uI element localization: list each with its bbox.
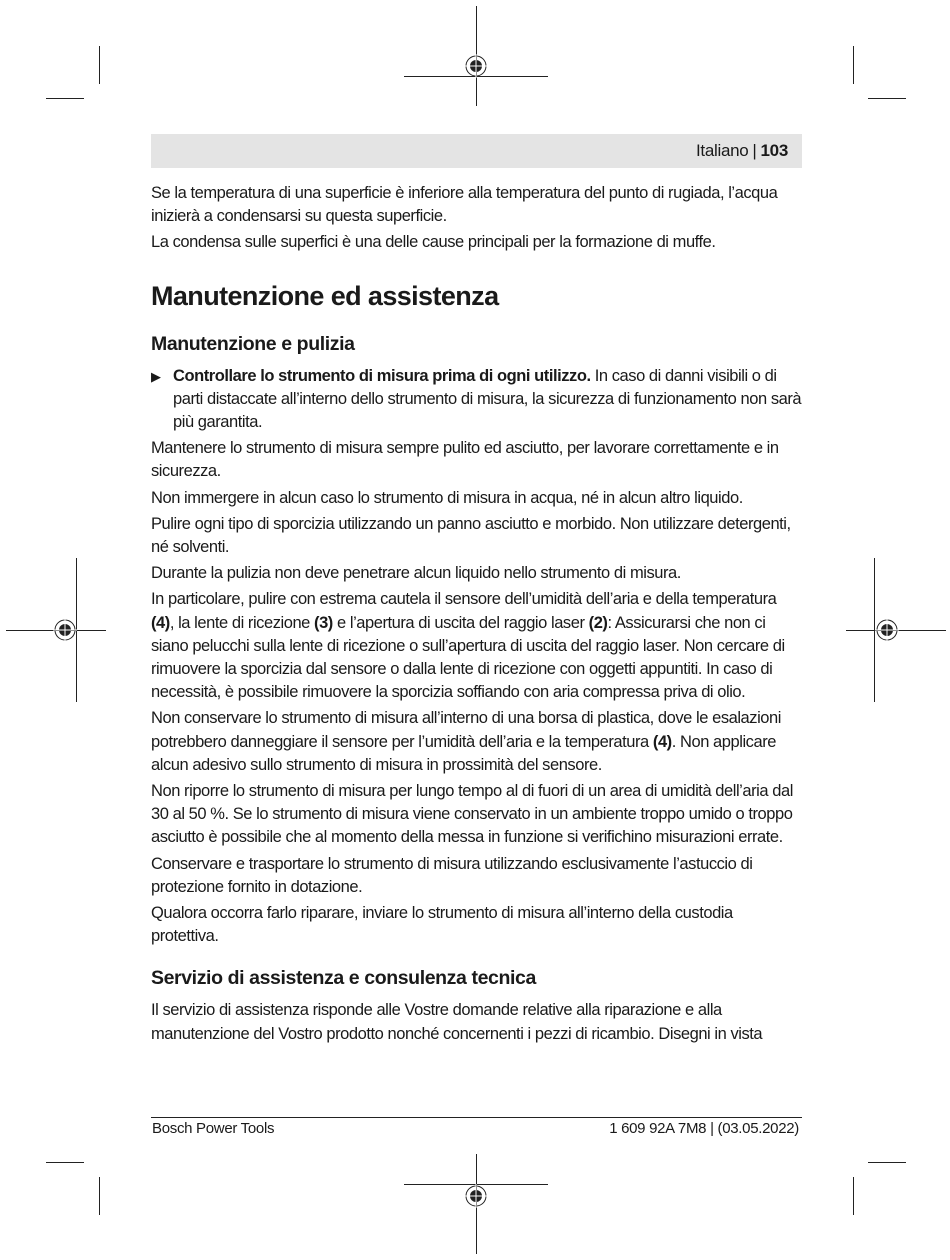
reference-number: (4) xyxy=(652,732,672,751)
text-run: : Assicurarsi che non ci siano pelucchi sulla lente di ricezione o sull’apertura di uscita del raggio laser. Non cercare di rimuovere la sporcizia dal sensore o dalla lente di ricezione con oggetti appuntiti. In caso di necessità, è possibile rimuovere la sporcizia soffiando con aria compressa priva di olio. xyxy=(151,613,785,702)
bullet-text: In caso di danni visibili o di parti distaccate all’interno dello strumento di misura, la sicurezza di funzionamento non sarà più garantita. xyxy=(173,366,802,432)
body-paragraph: Qualora occorra farlo riparare, inviare lo strumento di misura all’interno della custodia protettiva. xyxy=(151,904,733,946)
body-paragraph: Mantenere lo strumento di misura sempre pulito ed asciutto, per lavorare correttamente e in sicurezza. xyxy=(151,439,779,481)
body-paragraph xyxy=(151,588,802,704)
page-header xyxy=(151,134,802,168)
text-run: In particolare, pulire con estrema cautela il sensore dell’umidità dell’aria e della temperatura xyxy=(151,590,777,609)
body-paragraph: Non immergere in alcun caso lo strumento di misura in acqua, né in alcun altro liquido. xyxy=(151,488,743,507)
registration-mark-icon xyxy=(53,618,77,642)
registration-mark-icon xyxy=(464,54,488,78)
reference-number: (2) xyxy=(588,613,608,632)
text-run: Non conservare lo strumento di misura all’interno di una borsa di plastica, dove le esalazioni potrebbero danneggiare il sensore per l’umidità dell’aria e la temperatura xyxy=(151,709,781,751)
text-run: , la lente di ricezione xyxy=(169,613,315,632)
footer-doc-number: 1 609 92A 7M8 | (03.05.2022) xyxy=(609,1120,799,1137)
intro-paragraph: La condensa sulle superfici è una delle cause principali per la formazione di muffe. xyxy=(151,233,716,252)
body-paragraph: Non riporre lo strumento di misura per lungo tempo al di fuori di un area di umidità dell’aria dal 30 al 50 %. Se lo strumento di misura viene conservato in un ambiente troppo umido o troppo asciutto è possibile che al momento della messa in funzione si verifichino misurazioni errate. xyxy=(151,782,793,847)
bullet-bold-text: Controllare lo strumento di misura prima di ogni utilizzo. xyxy=(173,366,591,385)
crop-mark xyxy=(868,1162,906,1163)
crop-mark xyxy=(853,1177,854,1215)
intro-paragraph: Se la temperatura di una superficie è inferiore alla temperatura del punto di rugiada, l’acqua inizierà a condensarsi su questa superficie. xyxy=(151,184,778,226)
crop-mark xyxy=(46,1162,84,1163)
text-run: e l’apertura di uscita del raggio laser xyxy=(332,613,589,632)
subsection-title: Servizio di assistenza e consulenza tecnica xyxy=(151,967,536,990)
footer-brand: Bosch Power Tools xyxy=(152,1120,275,1137)
registration-mark-icon xyxy=(875,618,899,642)
subsection-title: Manutenzione e pulizia xyxy=(151,332,355,355)
crop-mark xyxy=(46,98,84,99)
body-paragraph: Durante la pulizia non deve penetrare alcun liquido nello strumento di misura. xyxy=(151,564,681,583)
section-title: Manutenzione ed assistenza xyxy=(151,280,499,311)
body-paragraph xyxy=(151,707,802,777)
reference-number: (4) xyxy=(151,613,170,632)
page-number: 103 xyxy=(760,141,788,160)
bullet-item xyxy=(151,365,802,435)
crop-mark xyxy=(868,98,906,99)
crop-mark xyxy=(853,46,854,84)
reference-number: (3) xyxy=(314,613,333,632)
body-paragraph: Conservare e trasportare lo strumento di misura utilizzando esclusivamente l’astuccio di protezione fornito in dotazione. xyxy=(151,854,753,896)
registration-mark-icon xyxy=(464,1184,488,1208)
header-separator: | xyxy=(752,141,757,160)
crop-mark xyxy=(99,1177,100,1215)
header-label xyxy=(696,141,788,161)
header-language: Italiano xyxy=(695,141,749,160)
body-paragraph: Il servizio di assistenza risponde alle Vostre domande relative alla riparazione e alla manutenzione del Vostro prodotto nonché concernenti i pezzi di ricambio. Disegni in vista xyxy=(151,1001,763,1043)
triangle-right-icon: ▶ xyxy=(151,368,161,384)
body-paragraph: Pulire ogni tipo di sporcizia utilizzando un panno asciutto e morbido. Non utilizzare detergenti, né solventi. xyxy=(151,514,791,557)
page-content xyxy=(151,182,802,1049)
footer-divider xyxy=(151,1117,802,1118)
text-run: . Non applicare alcun adesivo sullo strumento di misura in prossimità del sensore. xyxy=(151,732,776,774)
crop-mark xyxy=(99,46,100,84)
